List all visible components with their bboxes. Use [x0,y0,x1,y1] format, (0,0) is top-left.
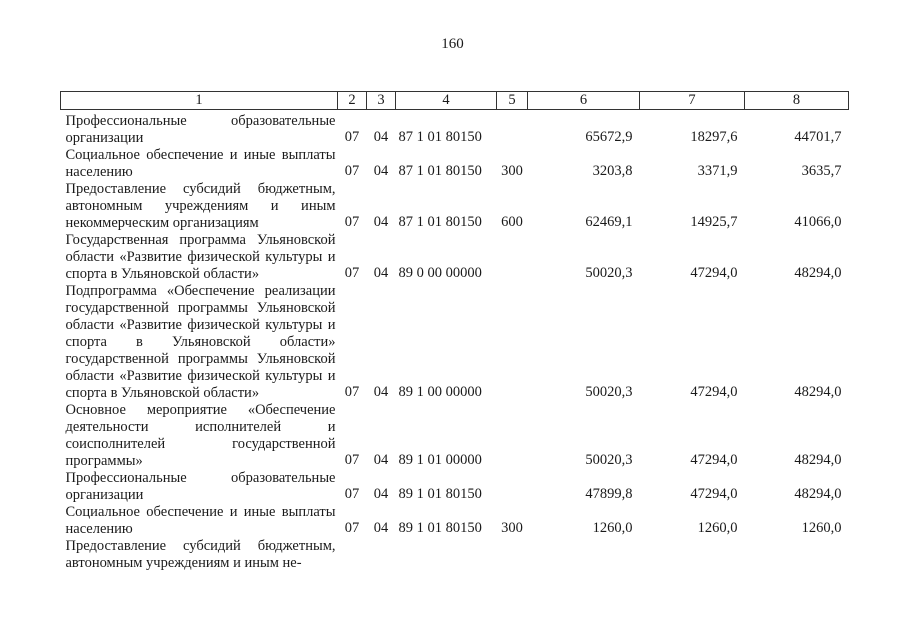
row-target-code: 89 1 01 00000 [398,452,482,468]
row-value-6: 50020,3 [585,265,633,281]
row-value-8: 44701,7 [794,129,842,145]
table-row [61,538,849,572]
row-value-6: 47899,8 [585,486,633,502]
row-section: 07 [344,214,360,230]
header-col-7: 7 [640,92,745,110]
table-row [61,147,849,181]
row-value-8: 48294,0 [794,384,842,400]
row-value-7: 47294,0 [690,452,738,468]
row-value-6: 65672,9 [585,129,633,145]
row-subsection: 04 [373,452,389,468]
row-section: 07 [344,163,360,179]
row-value-7: 3371,9 [697,163,738,179]
row-expense-type: 600 [501,214,523,230]
row-name: Предоставление субсидий бюджетным, автономным учреждениям и иным некоммерческим организациям [65,181,336,231]
header-col-3: 3 [367,92,396,110]
row-value-6: 3203,8 [592,163,633,179]
page-number: 160 [441,36,464,52]
row-name: Профессиональные образовательные организации [65,470,336,503]
row-value-6: 50020,3 [585,452,633,468]
row-subsection: 04 [373,384,389,400]
row-value-6: 50020,3 [585,384,633,400]
row-value-6 [528,538,640,572]
row-section: 07 [344,520,360,536]
row-name: Основное мероприятие «Обеспечение деятельности исполнителей и соисполнителей государственной программы» [65,402,336,469]
row-value-8: 1260,0 [801,520,842,536]
row-section: 07 [344,486,360,502]
row-value-6: 1260,0 [592,520,633,536]
row-section [338,538,367,572]
row-value-8: 48294,0 [794,265,842,281]
header-col-2: 2 [338,92,367,110]
row-subsection: 04 [373,265,389,281]
row-target-code: 87 1 01 80150 [398,214,482,230]
row-expense-type [497,110,528,148]
row-target-code: 89 1 01 80150 [398,520,482,536]
row-target-code: 89 1 01 80150 [398,486,482,502]
row-subsection: 04 [373,129,389,145]
table-row [61,110,849,148]
table-row [61,181,849,232]
row-section: 07 [344,384,360,400]
row-value-8: 48294,0 [794,486,842,502]
table-row [61,402,849,470]
row-name: Социальное обеспечение и иные выплаты населению [65,147,336,180]
row-value-8 [745,538,849,572]
row-expense-type [497,402,528,470]
row-name: Профессиональные образовательные организации [65,113,336,146]
row-value-7: 47294,0 [690,486,738,502]
table-row [61,283,849,402]
row-subsection [367,538,396,572]
row-value-7: 18297,6 [690,129,738,145]
row-value-7: 47294,0 [690,265,738,281]
row-value-7: 47294,0 [690,384,738,400]
row-value-7 [640,538,745,572]
row-expense-type [497,470,528,504]
row-subsection: 04 [373,520,389,536]
header-col-4: 4 [396,92,497,110]
row-target-code: 89 1 00 00000 [398,384,482,400]
row-expense-type [497,232,528,283]
table-header-row [61,92,849,110]
row-name: Государственная программа Ульяновской области «Развитие физической культуры и спорта в Ульяновской области» [65,232,336,282]
row-subsection: 04 [373,214,389,230]
table-row [61,470,849,504]
row-expense-type [497,538,528,572]
row-expense-type: 300 [501,163,523,179]
row-name: Подпрограмма «Обеспечение реализации государственной программы Ульяновской области «Развитие физической культуры и спорта в Ульяновской области» государственной программы Ульяновской области «Развитие физической культуры и спорта в Ульяновской области» [65,283,336,401]
row-target-code: 87 1 01 80150 [398,129,482,145]
budget-table [60,91,849,572]
row-section: 07 [344,129,360,145]
table-row [61,232,849,283]
row-target-code [396,538,497,572]
row-value-8: 41066,0 [794,214,842,230]
row-value-6: 62469,1 [585,214,633,230]
table-row [61,504,849,538]
row-target-code: 87 1 01 80150 [398,163,482,179]
row-subsection: 04 [373,163,389,179]
row-section: 07 [344,452,360,468]
row-value-7: 1260,0 [697,520,738,536]
row-value-8: 48294,0 [794,452,842,468]
header-col-8: 8 [745,92,849,110]
header-col-6: 6 [528,92,640,110]
row-value-8: 3635,7 [801,163,842,179]
row-name: Предоставление субсидий бюджетным, автономным учреждениям и иным не- [65,538,336,571]
header-col-1: 1 [61,92,338,110]
row-name: Социальное обеспечение и иные выплаты населению [65,504,336,537]
row-value-7: 14925,7 [690,214,738,230]
row-subsection: 04 [373,486,389,502]
row-target-code: 89 0 00 00000 [398,265,482,281]
header-col-5: 5 [497,92,528,110]
row-section: 07 [344,265,360,281]
row-expense-type: 300 [501,520,523,536]
row-expense-type [497,283,528,402]
